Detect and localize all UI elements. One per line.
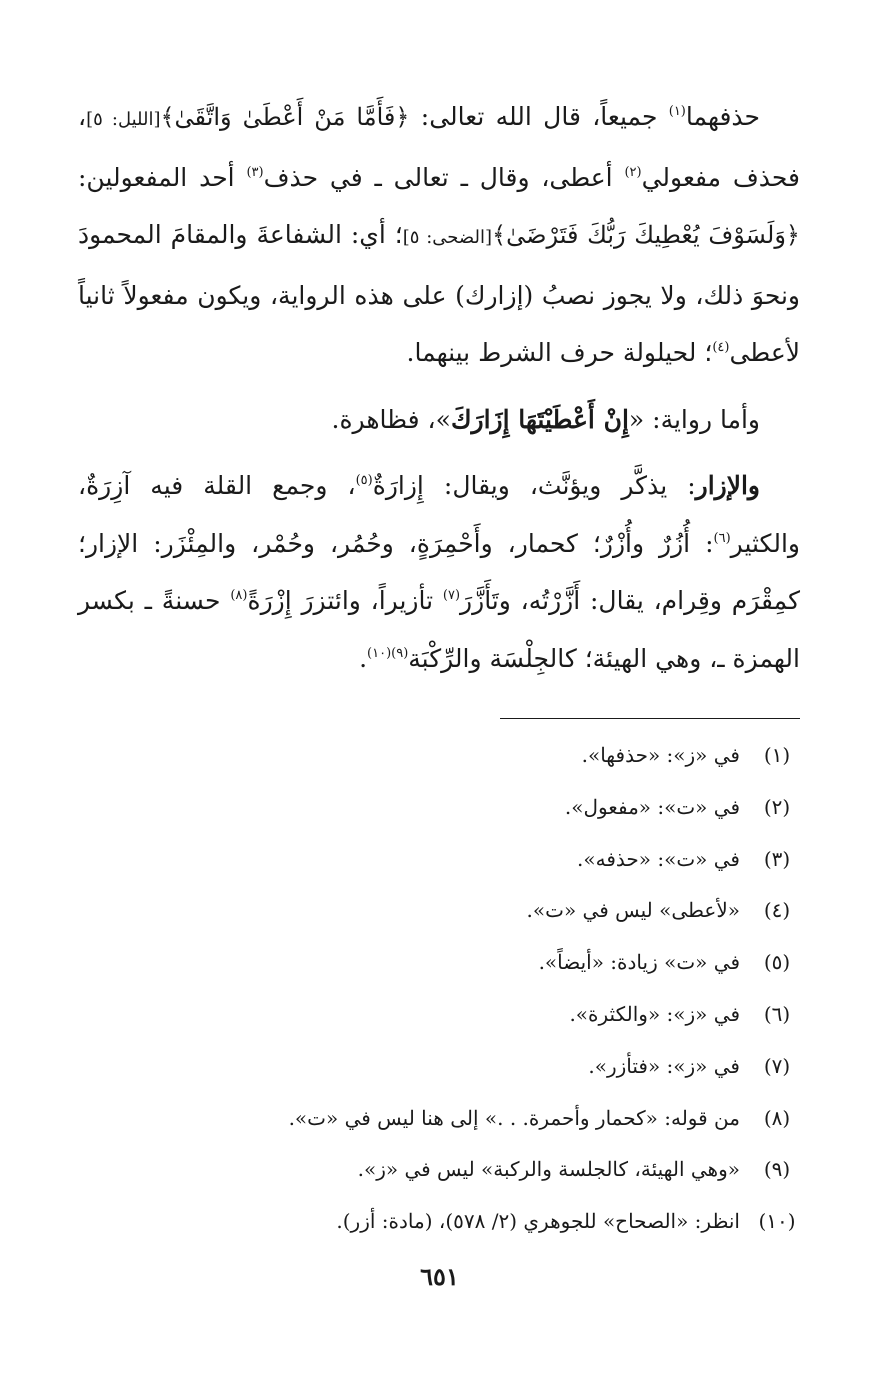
- text-run: أحد المفعولين:: [78, 162, 247, 192]
- footnotes-list: [200, 730, 800, 1248]
- verse-reference: [الضحى: ٥]: [402, 227, 493, 248]
- footnote-marker-9[interactable]: (٩): [391, 645, 409, 661]
- text-run: »، فظاهرة.: [331, 404, 451, 434]
- paragraph-3: [78, 457, 800, 687]
- paragraph-2: [78, 391, 800, 449]
- footnote-text: في «ز»: «فتأزر».: [588, 1053, 740, 1078]
- footnote-item: [200, 782, 800, 834]
- footnote-item: [200, 885, 800, 937]
- footnote-number: (٦): [763, 1001, 791, 1026]
- footnote-number: (٣): [763, 846, 791, 871]
- footnote-marker-3[interactable]: (٣): [246, 164, 264, 180]
- footnote-text: في «ت» زيادة: «أيضاً».: [538, 950, 740, 975]
- text-run: ؛ أي: الشفاعةَ والمقامَ المحمودَ ونحوَ ذلك، ولا يجوز نصبُ (إزارك) على هذه الرواية، ويكون مفعولاً ثانياً لأعطى: [78, 220, 800, 367]
- footnote-text: في «ز»: «والكثرة».: [569, 1001, 740, 1026]
- footnote-item: [200, 730, 800, 782]
- footnote-number: (٧): [763, 1053, 791, 1078]
- footnote-text: «لأعطى» ليس في «ت».: [526, 898, 740, 923]
- footnote-text: في «ت»: «مفعول».: [564, 794, 740, 819]
- hadith-quote: إِنْ أَعْطَيْتَهَا إِزَارَكَ: [450, 404, 629, 434]
- footnote-marker-7[interactable]: (٧): [442, 588, 461, 603]
- footnote-number: (١٠): [758, 1209, 796, 1234]
- footnote-number: (٤): [763, 898, 791, 923]
- footnote-item: [200, 1093, 800, 1145]
- footnote-number: (٥): [763, 950, 791, 975]
- verse-reference: [الليل: ٥]: [86, 109, 161, 130]
- footnote-number: (٢): [763, 794, 791, 819]
- footnote-text: انظر: «الصحاح» للجوهري (٢/ ٥٧٨)، (مادة: أزر).: [336, 1209, 740, 1234]
- footnote-item: [200, 989, 800, 1041]
- text-run: وأما رواية: «: [628, 404, 760, 434]
- footnote-item: [200, 1041, 800, 1093]
- footnote-text: في «ز»: «حذفها».: [581, 743, 740, 767]
- defined-term: والإزار: [695, 471, 761, 500]
- footnote-marker-10[interactable]: (١٠): [367, 645, 392, 661]
- footnote-divider: [500, 718, 800, 719]
- text-run: .: [359, 643, 368, 673]
- footnote-item: [200, 1196, 800, 1248]
- footnote-number: (٨): [763, 1105, 791, 1130]
- quran-verse: ﴿فَأَمَّا مَنْ أَعْطَىٰ وَاتَّقَىٰ﴾: [160, 103, 410, 131]
- text-run: تأزيراً، وائتزرَ إِزْرَةً: [247, 586, 443, 615]
- text-run: : يذكَّر ويؤنَّث، ويقال: إِزارَةٌ: [372, 471, 696, 500]
- footnote-marker-8[interactable]: (٨): [230, 588, 248, 603]
- text-run: أعطى، وقال ـ تعالى ـ في حذف: [263, 162, 625, 192]
- paragraph-1: [78, 88, 800, 382]
- footnote-number: (٩): [763, 1157, 791, 1182]
- text-run: ؛ لحيلولة حرف الشرط بينهما.: [406, 338, 713, 367]
- footnote-marker-6[interactable]: (٦): [713, 530, 731, 546]
- text-run: حذفهما: [685, 102, 760, 131]
- footnote-item: [200, 834, 800, 886]
- text-run: جميعاً، قال الله تعالى:: [409, 102, 669, 131]
- footnote-marker-1[interactable]: (١): [668, 104, 686, 119]
- footnote-text: من قوله: «كحمار وأحمرة. . .» إلى هنا ليس في «ت».: [288, 1105, 740, 1130]
- text-run: ، وجمع القلة فيه آزِرَةٌ، والكثير: [78, 471, 800, 558]
- footnote-item: [200, 937, 800, 989]
- text-run: ، فحذف مفعولي: [78, 102, 801, 192]
- footnote-marker-5[interactable]: (٥): [355, 473, 373, 488]
- footnote-text: «وهي الهيئة، كالجلسة والركبة» ليس في «ز».: [357, 1157, 740, 1182]
- page-number: ٦٥١: [420, 1262, 459, 1291]
- footnote-marker-2[interactable]: (٢): [624, 164, 642, 180]
- footnote-text: في «ت»: «حذفه».: [577, 846, 740, 871]
- footnote-number: (١): [763, 743, 791, 767]
- quran-verse: ﴿وَلَسَوْفَ يُعْطِيكَ رَبُّكَ فَتَرْضَىٰ﴾: [492, 221, 800, 249]
- footnote-item: [200, 1144, 800, 1196]
- text-run: : أُزُرٌ وأُزْرٌ؛ كحمار، وأَحْمِرَةٍ، وحُمُر، وحُمْر، والمِئْزَر: الإزار؛ كمِقْرَم وقِرام، يقال: أَزَّرْتُه، وتَأَزَّرَ: [78, 528, 800, 615]
- main-text: [78, 88, 800, 687]
- footnote-marker-4[interactable]: (٤): [712, 340, 730, 355]
- text-run: حسنةً ـ بكسر الهمزة ـ، وهي الهيئة؛ كالجِلْسَة والرِّكْبَة: [78, 586, 800, 673]
